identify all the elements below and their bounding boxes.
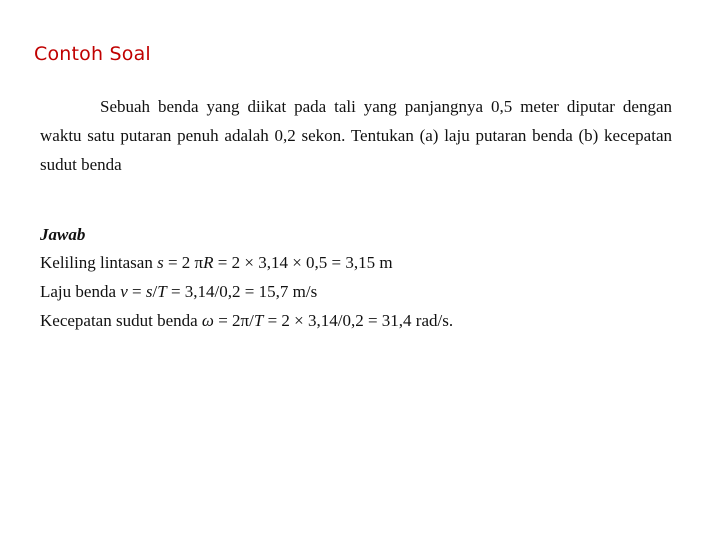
math-text: = 2 × 3,14 × 0,5 = 3,15 m (213, 253, 393, 272)
slide-content (40, 92, 672, 335)
math-variable: s (157, 253, 164, 272)
slide-title: Contoh Soal (34, 43, 151, 65)
answer-line-angular-velocity (40, 306, 672, 335)
answer-line-speed (40, 277, 672, 306)
math-variable: ω (201, 311, 214, 330)
math-text: = 2 × 3,14/0,2 = 31,4 rad/s. (263, 311, 454, 330)
answer-label: Laju benda (40, 282, 121, 301)
math-variable: v (120, 282, 128, 301)
answer-label: Keliling lintasan (40, 253, 158, 272)
math-variable: T (253, 311, 264, 330)
answer-label: Kecepatan sudut benda (40, 311, 202, 330)
math-variable: R (203, 253, 214, 272)
answer-section (40, 221, 672, 335)
problem-statement: Sebuah benda yang diikat pada tali yang panjangnya 0,5 meter diputar dengan waktu satu putaran penuh adalah 0,2 sekon. Tentukan (a) laju putaran benda (b) kecepatan sudut benda (40, 97, 672, 174)
math-text: = 2π/ (213, 311, 254, 330)
math-text: / (152, 282, 158, 301)
math-variable: T (157, 282, 167, 301)
math-text: = 2 π (163, 253, 204, 272)
math-text: = (127, 282, 146, 301)
answer-line-circumference (40, 248, 672, 277)
answer-heading: Jawab (40, 225, 86, 244)
math-variable: s (145, 282, 153, 301)
math-text: = 3,14/0,2 = 15,7 m/s (166, 282, 318, 301)
